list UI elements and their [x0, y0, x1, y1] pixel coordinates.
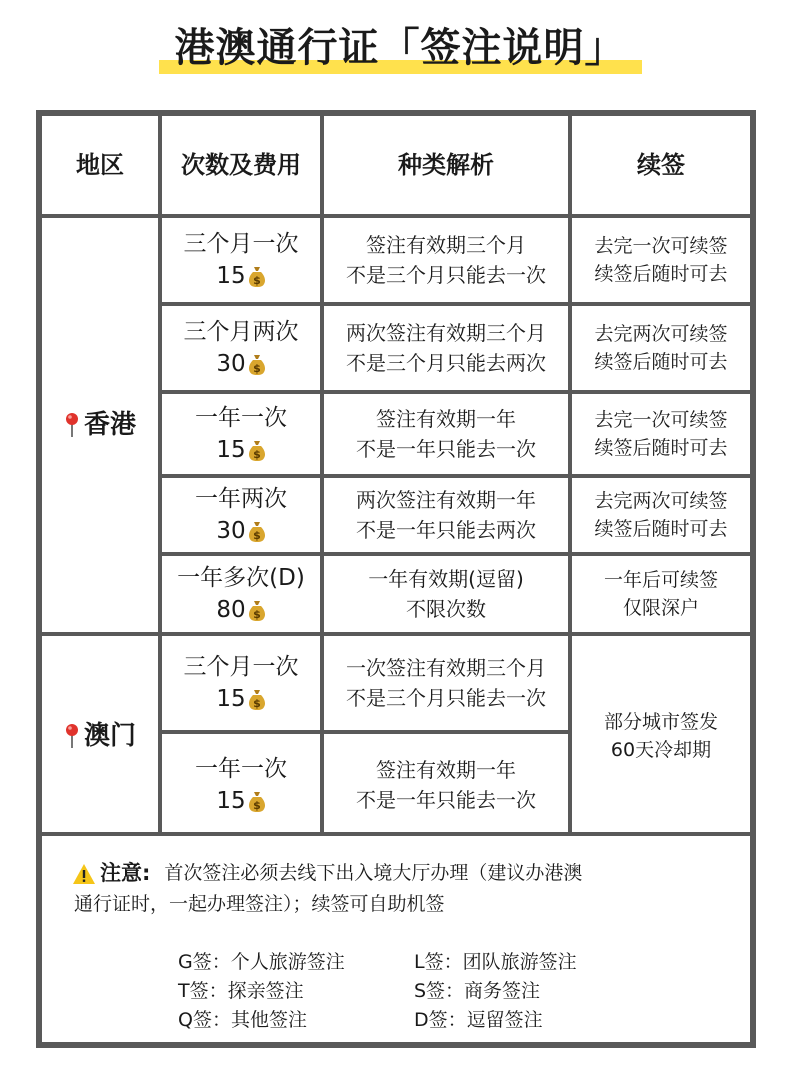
- pin-icon: [64, 412, 80, 438]
- money-bag-icon: [248, 439, 266, 461]
- divider: [158, 390, 750, 394]
- price: 30 $: [216, 515, 265, 547]
- type-cell: 两次签注有效期三个月 不是三个月只能去两次: [346, 321, 546, 375]
- type-cell: 一年有效期(逗留) 不限次数: [368, 567, 524, 621]
- title-wrap: [0, 18, 800, 78]
- region-macau: 澳门: [42, 636, 158, 836]
- warning-icon: [72, 863, 96, 885]
- money-bag-icon: [248, 520, 266, 542]
- renewal-cell-macau: 部分城市签发 60天冷却期: [603, 711, 718, 761]
- divider: [158, 552, 750, 556]
- frequency-cell: 一年一次 15 $: [162, 394, 320, 474]
- divider: [158, 730, 572, 734]
- visa-table: [42, 116, 750, 836]
- region-hongkong: 香港: [42, 218, 158, 632]
- frequency-cell: 三个月一次 15 $: [162, 218, 320, 302]
- svg-text:$: $: [252, 448, 261, 461]
- svg-text:$: $: [252, 608, 261, 621]
- svg-text:$: $: [252, 697, 261, 710]
- price: 15 $: [216, 434, 265, 466]
- note-label: 注意:: [72, 858, 150, 889]
- money-bag-icon: [248, 688, 266, 710]
- svg-text:$: $: [252, 799, 261, 812]
- type-cell: 签注有效期三个月 不是三个月只能去一次: [346, 233, 546, 287]
- money-bag-icon: [248, 790, 266, 812]
- frequency-cell: 三个月一次 15 $: [162, 636, 320, 730]
- notes-section: [42, 836, 750, 1042]
- money-bag-icon: [248, 353, 266, 375]
- renewal-cell: 去完两次可续签 续签后随时可去: [594, 490, 728, 540]
- frequency-cell: 一年多次(D) 80 $: [162, 556, 320, 632]
- price: 15 $: [216, 683, 265, 715]
- money-bag-icon: [248, 265, 266, 287]
- header-type: 种类解析: [398, 151, 494, 179]
- type-cell: 两次签注有效期一年 不是一年只能去两次: [356, 488, 536, 542]
- renewal-cell: 去完两次可续签 续签后随时可去: [594, 323, 728, 373]
- svg-text:$: $: [252, 362, 261, 375]
- header-region: 地区: [76, 151, 124, 179]
- svg-text:$: $: [252, 274, 261, 287]
- visa-table-frame: [36, 110, 756, 1048]
- header-frequency: 次数及费用: [181, 151, 301, 179]
- divider: [158, 474, 750, 478]
- renewal-cell: 去完一次可续签 续签后随时可去: [594, 409, 728, 459]
- visa-code-list: [178, 948, 577, 1035]
- divider: [42, 632, 750, 636]
- note-text: 注意: 首次签注必须去线下出入境大厅办理（建议办港澳: [72, 858, 720, 889]
- type-cell: 一次签注有效期三个月 不是三个月只能去一次: [346, 656, 546, 710]
- page-title: 港澳通行证「签注说明」: [167, 18, 634, 78]
- frequency-cell: 三个月两次 30 $: [162, 306, 320, 390]
- frequency-cell: 一年两次 30 $: [162, 478, 320, 552]
- pin-icon: [64, 723, 80, 749]
- divider: [158, 302, 750, 306]
- type-cell: 签注有效期一年 不是一年只能去一次: [356, 407, 536, 461]
- price: 30 $: [216, 348, 265, 380]
- price: 15 $: [216, 785, 265, 817]
- type-cell: 签注有效期一年 不是一年只能去一次: [356, 758, 536, 812]
- code-row: G签：个人旅游签注 L签：团队旅游签注: [178, 951, 577, 973]
- price: 80 $: [216, 594, 265, 626]
- code-row: T签：探亲签注 S签：商务签注: [178, 980, 541, 1002]
- note-text-line2: 通行证时，一起办理签注）；续签可自助机签: [74, 893, 445, 915]
- header-renewal: 续签: [637, 151, 685, 179]
- renewal-cell: 去完一次可续签 续签后随时可去: [594, 235, 728, 285]
- money-bag-icon: [248, 599, 266, 621]
- code-row: Q签：其他签注 D签：逗留签注: [178, 1009, 543, 1031]
- svg-text:$: $: [252, 529, 261, 542]
- price: 15 $: [216, 260, 265, 292]
- divider: [42, 214, 750, 218]
- renewal-cell: 一年后可续签 仅限深户: [603, 569, 718, 619]
- frequency-cell: 一年一次 15 $: [162, 734, 320, 836]
